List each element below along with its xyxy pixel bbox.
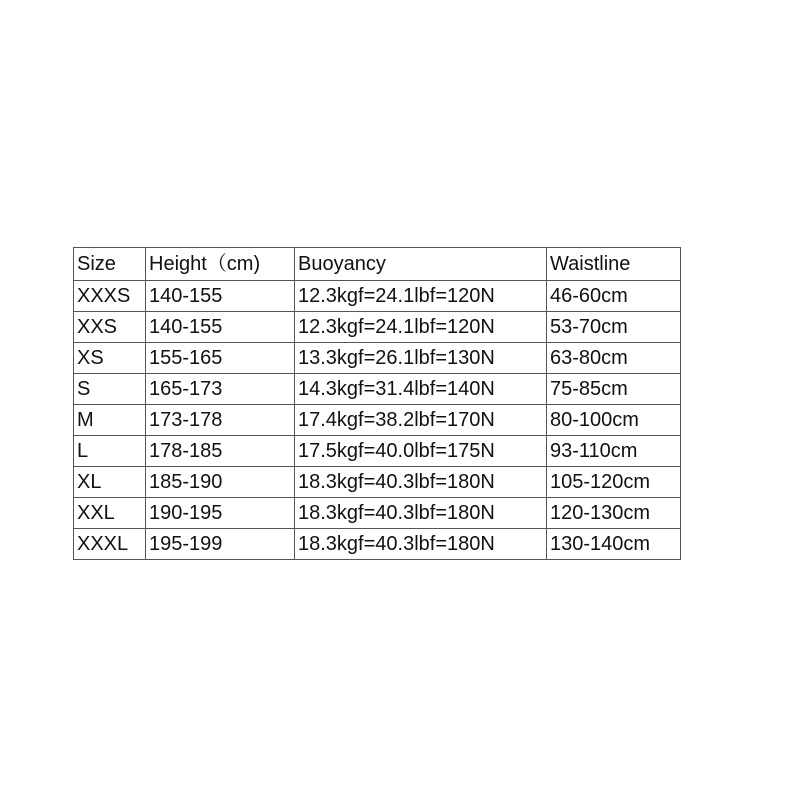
table-row [74, 343, 681, 374]
cell-height: 195-199 [146, 529, 295, 560]
table-row [74, 281, 681, 312]
header-size: Size [74, 248, 146, 281]
cell-waistline: 130-140cm [547, 529, 681, 560]
cell-size: M [74, 405, 146, 436]
cell-waistline: 93-110cm [547, 436, 681, 467]
table-header [74, 248, 681, 281]
header-buoyancy: Buoyancy [295, 248, 547, 281]
table-row [74, 374, 681, 405]
table-row [74, 436, 681, 467]
cell-buoyancy: 17.5kgf=40.0lbf=175N [295, 436, 547, 467]
cell-buoyancy: 18.3kgf=40.3lbf=180N [295, 467, 547, 498]
cell-waistline: 53-70cm [547, 312, 681, 343]
table-row [74, 529, 681, 560]
cell-height: 185-190 [146, 467, 295, 498]
cell-waistline: 46-60cm [547, 281, 681, 312]
cell-size: XXS [74, 312, 146, 343]
table-row [74, 405, 681, 436]
cell-buoyancy: 13.3kgf=26.1lbf=130N [295, 343, 547, 374]
cell-size: XXXS [74, 281, 146, 312]
header-height: Height（cm) [146, 248, 295, 281]
table-row [74, 312, 681, 343]
cell-height: 140-155 [146, 312, 295, 343]
cell-buoyancy: 18.3kgf=40.3lbf=180N [295, 529, 547, 560]
cell-buoyancy: 12.3kgf=24.1lbf=120N [295, 312, 547, 343]
cell-waistline: 120-130cm [547, 498, 681, 529]
table-body [74, 281, 681, 560]
cell-height: 178-185 [146, 436, 295, 467]
cell-waistline: 63-80cm [547, 343, 681, 374]
cell-waistline: 80-100cm [547, 405, 681, 436]
cell-buoyancy: 14.3kgf=31.4lbf=140N [295, 374, 547, 405]
table-row [74, 467, 681, 498]
cell-size: S [74, 374, 146, 405]
cell-height: 165-173 [146, 374, 295, 405]
cell-buoyancy: 18.3kgf=40.3lbf=180N [295, 498, 547, 529]
cell-size: XL [74, 467, 146, 498]
header-row [74, 248, 681, 281]
cell-size: XXXL [74, 529, 146, 560]
cell-height: 173-178 [146, 405, 295, 436]
cell-buoyancy: 17.4kgf=38.2lbf=170N [295, 405, 547, 436]
cell-waistline: 105-120cm [547, 467, 681, 498]
cell-waistline: 75-85cm [547, 374, 681, 405]
cell-size: XXL [74, 498, 146, 529]
cell-buoyancy: 12.3kgf=24.1lbf=120N [295, 281, 547, 312]
cell-size: XS [74, 343, 146, 374]
cell-height: 190-195 [146, 498, 295, 529]
table-row [74, 498, 681, 529]
size-chart-table [73, 247, 681, 560]
header-waistline: Waistline [547, 248, 681, 281]
cell-height: 155-165 [146, 343, 295, 374]
cell-size: L [74, 436, 146, 467]
cell-height: 140-155 [146, 281, 295, 312]
